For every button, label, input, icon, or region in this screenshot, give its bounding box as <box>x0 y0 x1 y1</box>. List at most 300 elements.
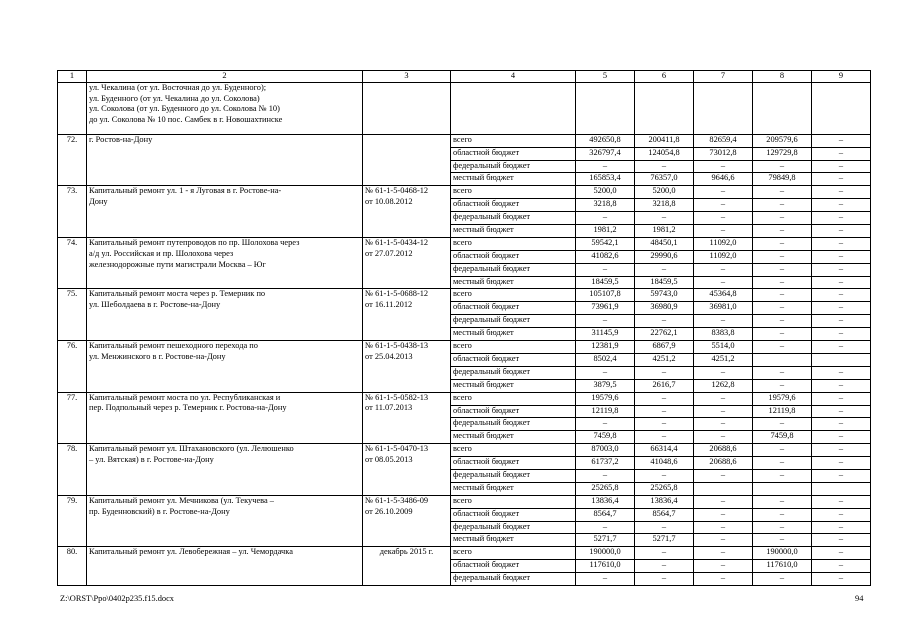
value-cell: 13836,4 <box>635 495 694 508</box>
description-line: а/д ул. Российская и пр. Шолохова через <box>89 248 234 258</box>
budget-label: федеральный бюджет <box>451 263 576 276</box>
value-cell: – <box>694 405 753 418</box>
continuation-row <box>58 82 871 134</box>
table-row <box>58 444 871 457</box>
description-line: Капитальный ремонт ул. Мечникова (ул. Текучева – <box>89 495 274 505</box>
value-cell: 117610,0 <box>753 560 812 573</box>
value-cell: – <box>753 302 812 315</box>
header-cell: 7 <box>694 71 753 83</box>
value-cell: 82659,4 <box>694 134 753 147</box>
budget-label: федеральный бюджет <box>451 212 576 225</box>
value-cell: – <box>694 469 753 482</box>
budget-label: федеральный бюджет <box>451 521 576 534</box>
value-cell: – <box>694 186 753 199</box>
document-line: от 08.05.2013 <box>365 454 413 464</box>
budget-label: областной бюджет <box>451 199 576 212</box>
value-cell: – <box>753 199 812 212</box>
value-cell: 5200,0 <box>635 186 694 199</box>
doc-cell <box>363 82 451 134</box>
value-cell: 12119,8 <box>753 405 812 418</box>
value-cell: – <box>753 225 812 238</box>
value-cell: – <box>694 212 753 225</box>
description-line: ул. Буденного (от ул. Чекалина до ул. Соколова) <box>89 93 260 103</box>
entry-number: 79. <box>58 495 87 547</box>
document-line: от 26.10.2009 <box>365 506 413 516</box>
budget-label: всего <box>451 289 576 302</box>
budget-label: федеральный бюджет <box>451 366 576 379</box>
budget-label: местный бюджет <box>451 379 576 392</box>
value-cell: 25265,8 <box>635 482 694 495</box>
value-cell: 8502,4 <box>576 353 635 366</box>
description-cell <box>87 134 363 186</box>
value-cell: – <box>812 405 871 418</box>
value-cell: 11092,0 <box>694 237 753 250</box>
value-cell: 61737,2 <box>576 457 635 470</box>
value-cell: – <box>694 276 753 289</box>
document-cell <box>363 444 451 496</box>
value-cell: 492650,8 <box>576 134 635 147</box>
budget-label: областной бюджет <box>451 508 576 521</box>
value-cell: 5271,7 <box>635 534 694 547</box>
table-row <box>58 134 871 147</box>
description-cell <box>87 444 363 496</box>
budget-label: федеральный бюджет <box>451 315 576 328</box>
value-cell: – <box>635 160 694 173</box>
document-line: от 25.04.2013 <box>365 351 413 361</box>
value-cell: – <box>635 560 694 573</box>
description-line: Дону <box>89 197 108 207</box>
value-cell: – <box>635 431 694 444</box>
value-cell: 9646,6 <box>694 173 753 186</box>
entry-number: 76. <box>58 341 87 393</box>
value-cell: – <box>576 263 635 276</box>
value-cell: – <box>635 392 694 405</box>
value-cell: 87003,0 <box>576 444 635 457</box>
value-cell: – <box>694 199 753 212</box>
value-cell: – <box>694 315 753 328</box>
document-line: № 61-1-5-0470-13 <box>365 444 429 454</box>
value-cell: – <box>812 302 871 315</box>
value-cell: – <box>694 431 753 444</box>
value-cell: – <box>694 534 753 547</box>
budget-label: областной бюджет <box>451 147 576 160</box>
value-cell: – <box>812 250 871 263</box>
document-cell <box>363 547 451 586</box>
value-cell: – <box>694 508 753 521</box>
value-cell: – <box>753 315 812 328</box>
entry-number: 78. <box>58 444 87 496</box>
value-cell: 190000,0 <box>576 547 635 560</box>
value-cell: – <box>635 521 694 534</box>
description-line: пер. Подпольный через р. Темерник г. Ростова-на-Дону <box>89 403 287 413</box>
table-row <box>58 237 871 250</box>
value-cell: – <box>812 444 871 457</box>
value-cell <box>576 82 635 134</box>
description-line: ул. Чекалина (от ул. Восточная до ул. Буденного); <box>89 82 267 92</box>
value-cell: – <box>812 469 871 482</box>
value-cell: 31145,9 <box>576 328 635 341</box>
value-cell <box>635 82 694 134</box>
value-cell: – <box>812 392 871 405</box>
value-cell: 1262,8 <box>694 379 753 392</box>
value-cell: 20688,6 <box>694 444 753 457</box>
document-cell <box>363 237 451 289</box>
header-cell: 1 <box>58 71 87 83</box>
entry-number: 74. <box>58 237 87 289</box>
description-line: Капитальный ремонт ул. Штахановского (ул. Лелюшенко <box>89 444 294 454</box>
value-cell: – <box>812 457 871 470</box>
document-cell <box>363 392 451 444</box>
value-cell: – <box>576 469 635 482</box>
value-cell: 1981,2 <box>635 225 694 238</box>
budget-table <box>57 70 871 586</box>
value-cell: – <box>635 418 694 431</box>
value-cell: – <box>812 237 871 250</box>
value-cell: – <box>635 263 694 276</box>
value-cell: – <box>635 405 694 418</box>
value-cell: 326797,4 <box>576 147 635 160</box>
entry-number: 73. <box>58 186 87 238</box>
value-cell: 105107,8 <box>576 289 635 302</box>
description-line: Капитальный ремонт ул. Левобережная – ул. Чемордачка <box>89 547 293 557</box>
table-row <box>58 341 871 354</box>
value-cell: – <box>753 186 812 199</box>
budget-label: всего <box>451 237 576 250</box>
value-cell: – <box>812 495 871 508</box>
value-cell: 8564,7 <box>576 508 635 521</box>
value-cell <box>812 82 871 134</box>
value-cell: – <box>812 173 871 186</box>
value-cell: – <box>812 289 871 302</box>
value-cell: 36981,0 <box>694 302 753 315</box>
value-cell: – <box>753 341 812 354</box>
budget-label: местный бюджет <box>451 173 576 186</box>
budget-label: местный бюджет <box>451 276 576 289</box>
value-cell <box>753 353 812 366</box>
description-cell <box>87 186 363 238</box>
header-cell: 8 <box>753 71 812 83</box>
document-cell <box>363 134 451 186</box>
value-cell: – <box>812 431 871 444</box>
value-cell: – <box>694 160 753 173</box>
value-cell: 18459,5 <box>576 276 635 289</box>
description-line: до ул. Соколова № 10 пос. Самбек в г. Новошахтинске <box>89 115 283 125</box>
document-cell <box>363 186 451 238</box>
value-cell: – <box>812 328 871 341</box>
value-cell: – <box>694 225 753 238</box>
budget-label: областной бюджет <box>451 560 576 573</box>
value-cell: – <box>694 392 753 405</box>
budget-label: областной бюджет <box>451 250 576 263</box>
value-cell: – <box>635 366 694 379</box>
value-cell: 29990,6 <box>635 250 694 263</box>
value-cell: 209579,6 <box>753 134 812 147</box>
value-cell: 5271,7 <box>576 534 635 547</box>
description-line: Капитальный ремонт моста через р. Темерник по <box>89 289 266 299</box>
value-cell: – <box>753 276 812 289</box>
table-row <box>58 289 871 302</box>
budget-label: федеральный бюджет <box>451 160 576 173</box>
document-line: № 61-1-5-3486-09 <box>365 495 429 505</box>
value-cell: 20688,6 <box>694 457 753 470</box>
value-cell: – <box>753 534 812 547</box>
page-number: 94 <box>855 594 864 603</box>
budget-label: всего <box>451 341 576 354</box>
value-cell: – <box>635 315 694 328</box>
document-cell <box>363 495 451 547</box>
value-cell: – <box>635 212 694 225</box>
description-cell <box>87 82 363 134</box>
budget-label: всего <box>451 134 576 147</box>
budget-label: всего <box>451 495 576 508</box>
value-cell: 73961,9 <box>576 302 635 315</box>
value-cell: 41048,6 <box>635 457 694 470</box>
value-cell: – <box>753 508 812 521</box>
value-cell: – <box>812 160 871 173</box>
value-cell: 190000,0 <box>753 547 812 560</box>
value-cell: – <box>753 328 812 341</box>
value-cell: 165853,4 <box>576 173 635 186</box>
document-line: № 61-1-5-0438-13 <box>365 341 429 351</box>
value-cell: – <box>812 341 871 354</box>
description-line: Капитальный ремонт ул. 1 - я Луговая в г. Ростове-на- <box>89 186 282 196</box>
value-cell: 124054,8 <box>635 147 694 160</box>
budget-label: местный бюджет <box>451 534 576 547</box>
entry-number: 77. <box>58 392 87 444</box>
value-cell: – <box>694 560 753 573</box>
value-cell: 59743,0 <box>635 289 694 302</box>
header-cell: 2 <box>87 71 363 83</box>
description-line: г. Ростов-на-Дону <box>89 134 153 144</box>
value-cell: – <box>753 366 812 379</box>
value-cell <box>753 482 812 495</box>
value-cell: 8564,7 <box>635 508 694 521</box>
value-cell: – <box>753 212 812 225</box>
value-cell: 129729,8 <box>753 147 812 160</box>
value-cell: – <box>753 457 812 470</box>
value-cell: – <box>694 495 753 508</box>
document-line: от 11.07.2013 <box>365 403 413 413</box>
document-line: № 61-1-5-0468-12 <box>365 186 429 196</box>
value-cell: – <box>576 573 635 586</box>
value-cell: 8383,8 <box>694 328 753 341</box>
value-cell: 200411,8 <box>635 134 694 147</box>
value-cell: – <box>576 315 635 328</box>
value-cell: – <box>812 366 871 379</box>
budget-label: всего <box>451 547 576 560</box>
description-line: Капитальный ремонт путепроводов по пр. Шолохова через <box>89 237 300 247</box>
label-cell <box>451 82 576 134</box>
value-cell: – <box>753 237 812 250</box>
value-cell: – <box>812 418 871 431</box>
num-cell <box>58 82 87 134</box>
description-line: ул. Шеболдаева в г. Ростове-на-Дону <box>89 300 221 310</box>
budget-label: федеральный бюджет <box>451 573 576 586</box>
header-cell: 5 <box>576 71 635 83</box>
file-path: Z:\ORST\Ppo\0402p235.f15.docx <box>60 594 174 603</box>
description-line: – ул. Вятская) в г. Ростове-на-Дону <box>89 454 214 464</box>
value-cell: 22762,1 <box>635 328 694 341</box>
budget-label: местный бюджет <box>451 482 576 495</box>
description-line: ул. Менжинского в г. Ростове-на-Дону <box>89 351 226 361</box>
budget-label: областной бюджет <box>451 353 576 366</box>
description-line: Капитальный ремонт пешеходного перехода по <box>89 341 258 351</box>
header-cell: 3 <box>363 71 451 83</box>
value-cell: – <box>812 315 871 328</box>
value-cell: 73012,8 <box>694 147 753 160</box>
value-cell: 4251,2 <box>694 353 753 366</box>
value-cell <box>812 482 871 495</box>
entry-number: 75. <box>58 289 87 341</box>
value-cell: – <box>812 276 871 289</box>
header-row <box>58 71 871 83</box>
value-cell: – <box>694 263 753 276</box>
value-cell: 5200,0 <box>576 186 635 199</box>
value-cell: 79849,8 <box>753 173 812 186</box>
value-cell: 3218,8 <box>576 199 635 212</box>
document-cell <box>363 289 451 341</box>
value-cell: – <box>753 495 812 508</box>
value-cell: – <box>812 560 871 573</box>
value-cell <box>753 82 812 134</box>
value-cell: – <box>694 573 753 586</box>
value-cell <box>694 482 753 495</box>
description-cell <box>87 237 363 289</box>
description-line: пр. Буденновский) в г. Ростове-на-Дону <box>89 506 230 516</box>
value-cell: – <box>576 521 635 534</box>
document-line: от 10.08.2012 <box>365 197 413 207</box>
value-cell: – <box>812 147 871 160</box>
description-line: Капитальный ремонт моста по ул. Республиканская и <box>89 392 281 402</box>
value-cell: 12381,9 <box>576 341 635 354</box>
value-cell <box>694 82 753 134</box>
value-cell: – <box>694 366 753 379</box>
value-cell: – <box>812 521 871 534</box>
value-cell <box>812 353 871 366</box>
value-cell: 76357,0 <box>635 173 694 186</box>
value-cell: – <box>753 573 812 586</box>
value-cell: – <box>576 366 635 379</box>
table-row <box>58 547 871 560</box>
value-cell: – <box>812 199 871 212</box>
value-cell: – <box>694 521 753 534</box>
value-cell: – <box>694 418 753 431</box>
document-line: № 61-1-5-0688-12 <box>365 289 429 299</box>
value-cell: – <box>812 573 871 586</box>
budget-label: всего <box>451 444 576 457</box>
entry-number: 80. <box>58 547 87 586</box>
value-cell: – <box>753 160 812 173</box>
description-cell <box>87 547 363 586</box>
value-cell: – <box>812 134 871 147</box>
table-row <box>58 495 871 508</box>
value-cell: – <box>812 508 871 521</box>
document-cell <box>363 341 451 393</box>
budget-label: областной бюджет <box>451 405 576 418</box>
value-cell: 7459,8 <box>753 431 812 444</box>
budget-label: областной бюджет <box>451 457 576 470</box>
budget-label: местный бюджет <box>451 328 576 341</box>
budget-label: федеральный бюджет <box>451 469 576 482</box>
value-cell: 41082,6 <box>576 250 635 263</box>
value-cell: – <box>576 160 635 173</box>
value-cell: – <box>812 212 871 225</box>
value-cell: – <box>753 521 812 534</box>
header-cell: 4 <box>451 71 576 83</box>
value-cell: 117610,0 <box>576 560 635 573</box>
value-cell: 11092,0 <box>694 250 753 263</box>
value-cell: 48450,1 <box>635 237 694 250</box>
value-cell: 13836,4 <box>576 495 635 508</box>
value-cell: – <box>753 444 812 457</box>
value-cell: – <box>753 379 812 392</box>
value-cell: 59542,1 <box>576 237 635 250</box>
value-cell: – <box>635 573 694 586</box>
value-cell: 18459,5 <box>635 276 694 289</box>
value-cell: – <box>753 263 812 276</box>
value-cell: 3218,8 <box>635 199 694 212</box>
budget-label: федеральный бюджет <box>451 418 576 431</box>
value-cell: 19579,6 <box>576 392 635 405</box>
value-cell: – <box>812 225 871 238</box>
value-cell: – <box>753 418 812 431</box>
value-cell: – <box>694 547 753 560</box>
document-line: № 61-1-5-0582-13 <box>365 392 429 402</box>
description-line: железнодорожные пути магистрали Москва – Юг <box>89 259 266 269</box>
value-cell: 4251,2 <box>635 353 694 366</box>
value-cell: 12119,8 <box>576 405 635 418</box>
document-line: от 16.11.2012 <box>365 300 413 310</box>
value-cell: – <box>812 547 871 560</box>
document-line: от 27.07.2012 <box>365 248 413 258</box>
value-cell: 66314,4 <box>635 444 694 457</box>
document-line: декабрь 2015 г. <box>379 547 434 557</box>
value-cell: 7459,8 <box>576 431 635 444</box>
value-cell: 36980,9 <box>635 302 694 315</box>
value-cell: 2616,7 <box>635 379 694 392</box>
value-cell: 3879,5 <box>576 379 635 392</box>
value-cell: 25265,8 <box>576 482 635 495</box>
value-cell: – <box>812 263 871 276</box>
value-cell: 19579,6 <box>753 392 812 405</box>
value-cell: 1981,2 <box>576 225 635 238</box>
document-line: № 61-1-5-0434-12 <box>365 237 429 247</box>
value-cell: – <box>635 547 694 560</box>
value-cell: 5514,0 <box>694 341 753 354</box>
budget-label: местный бюджет <box>451 431 576 444</box>
description-cell <box>87 392 363 444</box>
value-cell: – <box>753 469 812 482</box>
value-cell: 45364,8 <box>694 289 753 302</box>
table-row <box>58 392 871 405</box>
table-row <box>58 186 871 199</box>
header-cell: 9 <box>812 71 871 83</box>
value-cell: – <box>753 250 812 263</box>
description-cell <box>87 495 363 547</box>
budget-label: местный бюджет <box>451 225 576 238</box>
description-line: ул. Соколова (от ул. Буденного до ул. Соколова № 10) <box>89 104 280 114</box>
value-cell: – <box>753 289 812 302</box>
value-cell: – <box>576 212 635 225</box>
description-cell <box>87 289 363 341</box>
description-cell <box>87 341 363 393</box>
value-cell: – <box>812 534 871 547</box>
value-cell: 6867,9 <box>635 341 694 354</box>
budget-label: областной бюджет <box>451 302 576 315</box>
value-cell: – <box>812 379 871 392</box>
budget-label: всего <box>451 392 576 405</box>
value-cell: – <box>576 418 635 431</box>
